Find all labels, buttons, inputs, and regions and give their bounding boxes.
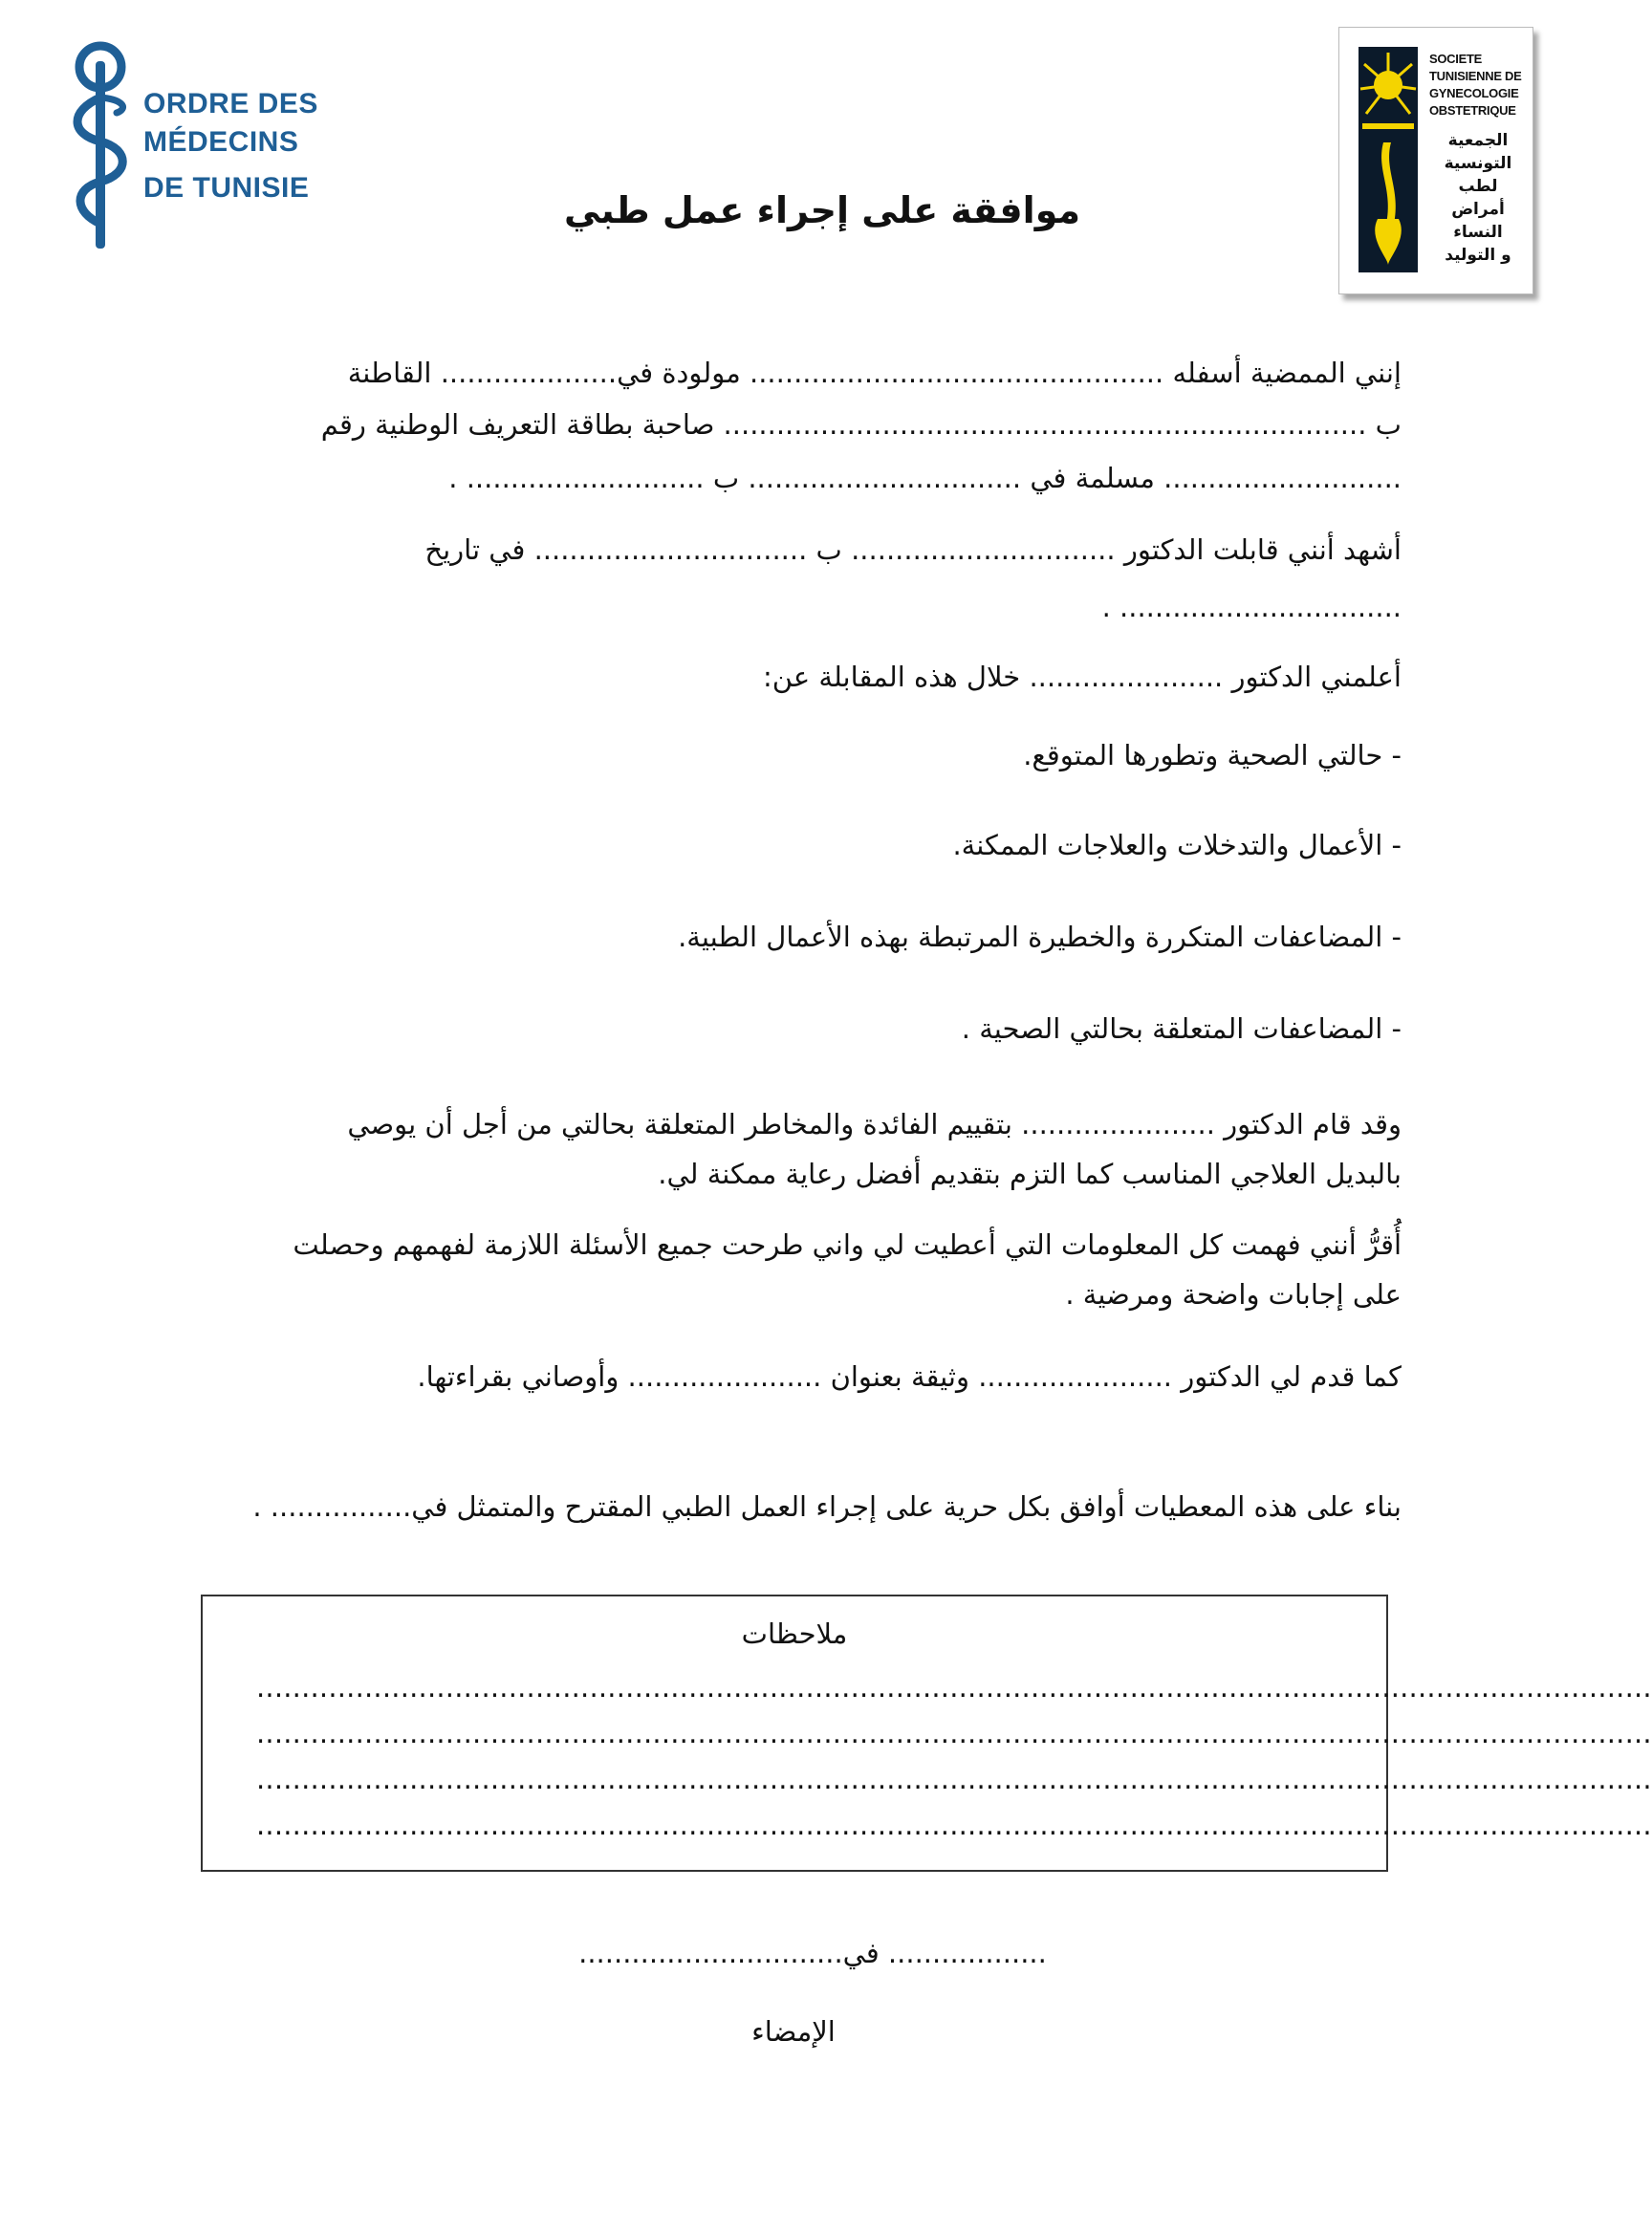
society-ar-line-2: التونسية <box>1444 154 1512 173</box>
body-line: ب ......................................................................... صاحبة بطاقة التعريف الوطنية رقم <box>320 408 1402 441</box>
body-line: كما قدم لي الدكتور ...................... وثيقة بعنوان ...................... وأوصاني بقراءتها. <box>417 1360 1402 1393</box>
society-fr-line-4: OBSTETRIQUE <box>1429 103 1516 118</box>
signature-label: الإمضاء <box>751 2015 836 2048</box>
order-logo-line-3: DE TUNISIE <box>143 172 310 204</box>
body-line: وقد قام الدكتور ...................... بتقييم الفائدة والمخاطر المتعلقة بحالتي من أجل أن يوصي <box>347 1108 1402 1140</box>
body-line: ........................... مسلمة في ............................... ب ........................... . <box>448 462 1402 494</box>
notes-dotted-line: ........................................................................................................................................................... <box>256 1763 1652 1795</box>
document-title: موافقة على إجراء عمل طبي <box>563 189 1081 231</box>
notes-dotted-line: ........................................................................................................................................................... <box>256 1671 1652 1704</box>
society-fr-line-3: GYNECOLOGIE <box>1429 86 1519 100</box>
notes-box <box>201 1595 1652 1872</box>
body-line: أُقرُّ أنني فهمت كل المعلومات التي أعطيت لي واني طرحت جميع الأسئلة اللازمة لفهمهم وحصلت <box>293 1228 1402 1261</box>
body-line: ................................ . <box>1101 591 1402 623</box>
place-date-line: .................. في.............................. <box>578 1937 1047 1969</box>
body-line: بالبديل العلاجي المناسب كما التزم بتقديم أفضل رعاية ممكنة لي. <box>658 1158 1402 1190</box>
body-line: بناء على هذه المعطيات أوافق بكل حرية على إجراء العمل الطبي المقترح والمتمثل في................ . <box>252 1490 1402 1523</box>
body-line: على إجابات واضحة ومرضية . <box>1065 1278 1402 1311</box>
bullet-item: - حالتي الصحية وتطورها المتوقع. <box>1023 739 1402 771</box>
society-ar-line-6: و التوليد <box>1445 246 1511 265</box>
ordre-des-medecins-logo <box>65 42 318 262</box>
notes-dotted-line: ........................................................................................................................................................... <box>256 1717 1652 1749</box>
society-gynecology-logo <box>1338 27 1533 294</box>
bullet-item: - المضاعفات المتعلقة بحالتي الصحية . <box>961 1012 1402 1045</box>
body-line: إنني الممضية أسفله ............................................... مولودة في.................... القاطنة <box>347 357 1402 389</box>
notes-title: ملاحظات <box>741 1617 848 1650</box>
society-ar-line-1: الجمعية <box>1447 131 1509 150</box>
society-emblem-icon <box>1359 47 1418 272</box>
society-fr-line-2: TUNISIENNE DE <box>1429 69 1522 83</box>
bullet-item: - الأعمال والتدخلات والعلاجات الممكنة. <box>952 829 1402 861</box>
notes-dotted-line: ........................................................................................................................................................... <box>256 1809 1652 1841</box>
society-fr-line-1: SOCIETE <box>1429 52 1482 66</box>
order-logo-line-2: MÉDECINS <box>143 126 299 158</box>
order-logo-line-1: ORDRE DES <box>143 88 318 119</box>
bullet-item: - المضاعفات المتكررة والخطيرة المرتبطة بهذه الأعمال الطبية. <box>678 921 1402 953</box>
body-line: أشهد أنني قابلت الدكتور .............................. ب ............................... في تاريخ <box>424 533 1402 566</box>
society-ar-line-4: أمراض <box>1451 200 1505 219</box>
caduceus-icon <box>65 42 141 252</box>
society-ar-line-3: لطب <box>1458 177 1498 196</box>
body-line: أعلمني الدكتور ...................... خلال هذه المقابلة عن: <box>763 661 1402 693</box>
society-ar-line-5: النساء <box>1453 223 1503 242</box>
